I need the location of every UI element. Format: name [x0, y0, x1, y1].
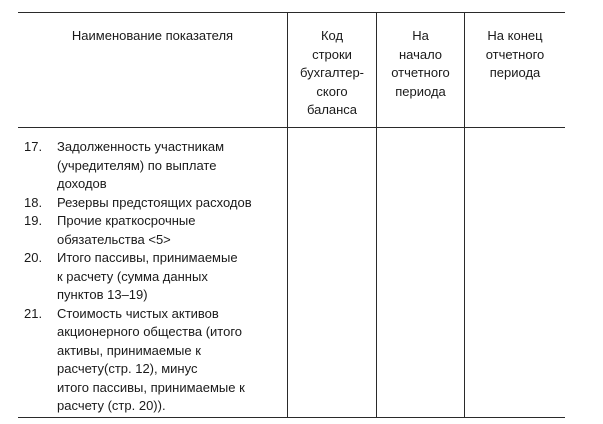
row-indicator-text: Задолженность участникам (учредителям) по выплате доходов — [57, 139, 225, 191]
row-number: 18. — [24, 194, 43, 210]
header-balance-line-code: Код строки бухгалтер- ского баланса — [299, 28, 365, 117]
header-indicator-name: Наименование показателя — [71, 28, 234, 43]
row-number: 20. — [24, 250, 43, 265]
header-period-begin: На начало отчетного периода — [391, 28, 450, 99]
row-indicator-text: Резервы предстоящих расходов — [57, 194, 252, 210]
row-number: 21. — [24, 305, 43, 321]
header-bottom-rule — [18, 127, 565, 128]
table-top-rule — [18, 12, 565, 13]
row-number: 19. — [24, 213, 43, 228]
row-indicator-text: Итого пассивы, принимаемые к расчету (сумма данных пунктов 13–19) — [57, 250, 238, 302]
table-bottom-rule — [18, 417, 565, 418]
header-period-end: На конец отчетного периода — [485, 28, 545, 80]
row-indicator-text: Прочие краткосрочные обязательства <5> — [57, 213, 196, 247]
row-number: 17. — [24, 139, 43, 154]
row-indicator-text: Стоимость чистых активов акционерного общества (итого активы, принимаемые к расчету(стр. 12), минус итого пассивы, принимаемые к расчету (стр. 20)). — [57, 305, 245, 413]
